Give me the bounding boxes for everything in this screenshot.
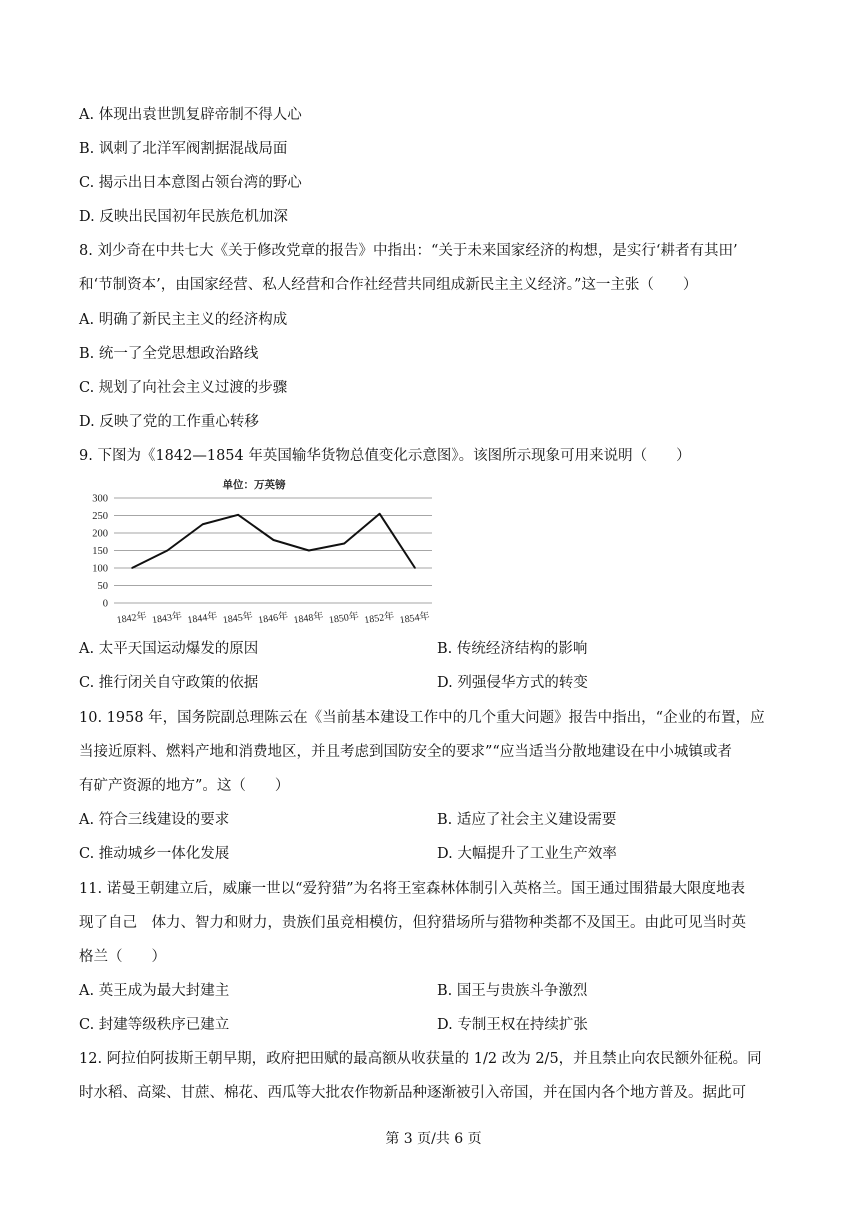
q8-option-c: C. 规划了向社会主义过渡的步骤: [79, 380, 288, 396]
q10-option-b: B. 适应了社会主义建设需要: [437, 812, 617, 828]
q10-option-a: A. 符合三线建设的要求: [79, 812, 230, 828]
data-point: [273, 539, 275, 541]
x-tick-label: 1845年: [222, 610, 254, 627]
q11-option-a: A. 英王成为最大封建主: [79, 983, 230, 999]
data-point: [131, 567, 133, 569]
series-line: [132, 514, 415, 568]
x-tick-label: 1854年: [399, 610, 431, 627]
y-tick-label: 150: [92, 546, 108, 557]
chart-title: 单位：万英镑: [222, 479, 286, 491]
q11-option-c: C. 封建等级秩序已建立: [79, 1017, 230, 1033]
chart-canvas: [80, 474, 440, 634]
y-tick-label: 300: [92, 493, 108, 505]
q7-option-a: A. 体现出袁世凯复辟帝制不得人心: [79, 107, 302, 123]
y-tick-label: 100: [92, 563, 108, 575]
q12-stem-line-2: 时水稻、高粱、甘蔗、棉花、西瓜等大批农作物新品种逐渐被引入帝国，并在国内各个地方普及。据此可: [79, 1085, 746, 1101]
q10-stem-line-1: 10. 1958 年，国务院副总理陈云在《当前基本建设工作中的几个重大问题》报告中指出，“企业的布置，应: [79, 710, 765, 726]
q8-stem-line-1: 8. 刘少奇在中共七大《关于修改党章的报告》中指出：“关于未来国家经济的构想，是实行‘耕者有其田’: [79, 243, 738, 259]
y-tick-label: 0: [102, 598, 108, 610]
q9-option-b: B. 传统经济结构的影响: [437, 641, 588, 657]
data-point: [414, 567, 416, 569]
q10-stem-line-3: 有矿产资源的地方”。这（ ）: [79, 778, 290, 794]
q9-option-c: C. 推行闭关自守政策的依据: [79, 675, 259, 691]
data-point: [308, 550, 310, 552]
data-point: [343, 543, 345, 545]
data-point: [202, 523, 204, 525]
q10-option-d: D. 大幅提升了工业生产效率: [437, 846, 617, 862]
q7-option-b: B. 讽刺了北洋军阀割据混战局面: [79, 141, 288, 157]
q11-option-b: B. 国王与贵族斗争激烈: [437, 983, 588, 999]
q7-option-d: D. 反映出民国初年民族危机加深: [79, 209, 288, 225]
data-point: [237, 514, 239, 516]
y-tick-label: 200: [92, 528, 108, 540]
q8-option-b: B. 统一了全党思想政治路线: [79, 346, 259, 362]
x-tick-label: 1850年: [328, 610, 360, 627]
q7-option-c: C. 揭示出日本意图占领台湾的野心: [79, 175, 302, 191]
x-tick-label: 1848年: [292, 610, 325, 627]
q9-stem: 9. 下图为《1842—1854 年英国输华货物总值变化示意图》。该图所示现象可用来说明（ ）: [79, 448, 691, 464]
q12-stem-line-1: 12. 阿拉伯阿拔斯王朝早期，政府把田赋的最高额从收获量的 1/2 改为 2/5，并且禁止向农民额外征税。同: [79, 1051, 762, 1067]
x-tick-label: 1842年: [116, 610, 148, 627]
x-tick-label: 1844年: [186, 610, 219, 627]
data-point: [379, 513, 381, 515]
export-value-chart: [80, 474, 440, 634]
q8-stem-line-2: 和‘节制资本’，由国家经营、私人经营和合作社经营共同组成新民主主义经济。”这一主张（ ）: [79, 277, 698, 293]
q8-option-d: D. 反映了党的工作重心转移: [79, 414, 259, 430]
q10-option-c: C. 推动城乡一体化发展: [79, 846, 230, 862]
q10-stem-line-2: 当接近原料、燃料产地和消费地区，并且考虑到国防安全的要求”“应当适当分散地建设在中小城镇或者: [79, 744, 732, 760]
data-point: [167, 550, 169, 552]
q11-option-d: D. 专制王权在持续扩张: [437, 1017, 588, 1033]
page-footer: 第 3 页/共 6 页: [385, 1131, 482, 1147]
q9-option-a: A. 太平天国运动爆发的原因: [79, 641, 259, 657]
q8-option-a: A. 明确了新民主主义的经济构成: [79, 312, 288, 328]
q9-option-d: D. 列强侵华方式的转变: [437, 675, 588, 691]
y-tick-label: 50: [97, 581, 108, 592]
x-tick-label: 1843年: [151, 610, 183, 627]
x-tick-label: 1846年: [257, 610, 289, 627]
q11-stem-line-2: 现了自己 体力、智力和财力，贵族们虽竞相模仿，但狩猎场所与猎物种类都不及国王。由此可见当时英: [79, 915, 746, 931]
y-tick-label: 250: [92, 511, 108, 522]
q11-stem-line-3: 格兰（ ）: [79, 949, 166, 965]
q11-stem-line-1: 11. 诺曼王朝建立后，威廉一世以“爱狩猎”为名将王室森林体制引入英格兰。国王通过围猎最大限度地表: [79, 881, 745, 897]
x-tick-label: 1852年: [363, 610, 395, 627]
